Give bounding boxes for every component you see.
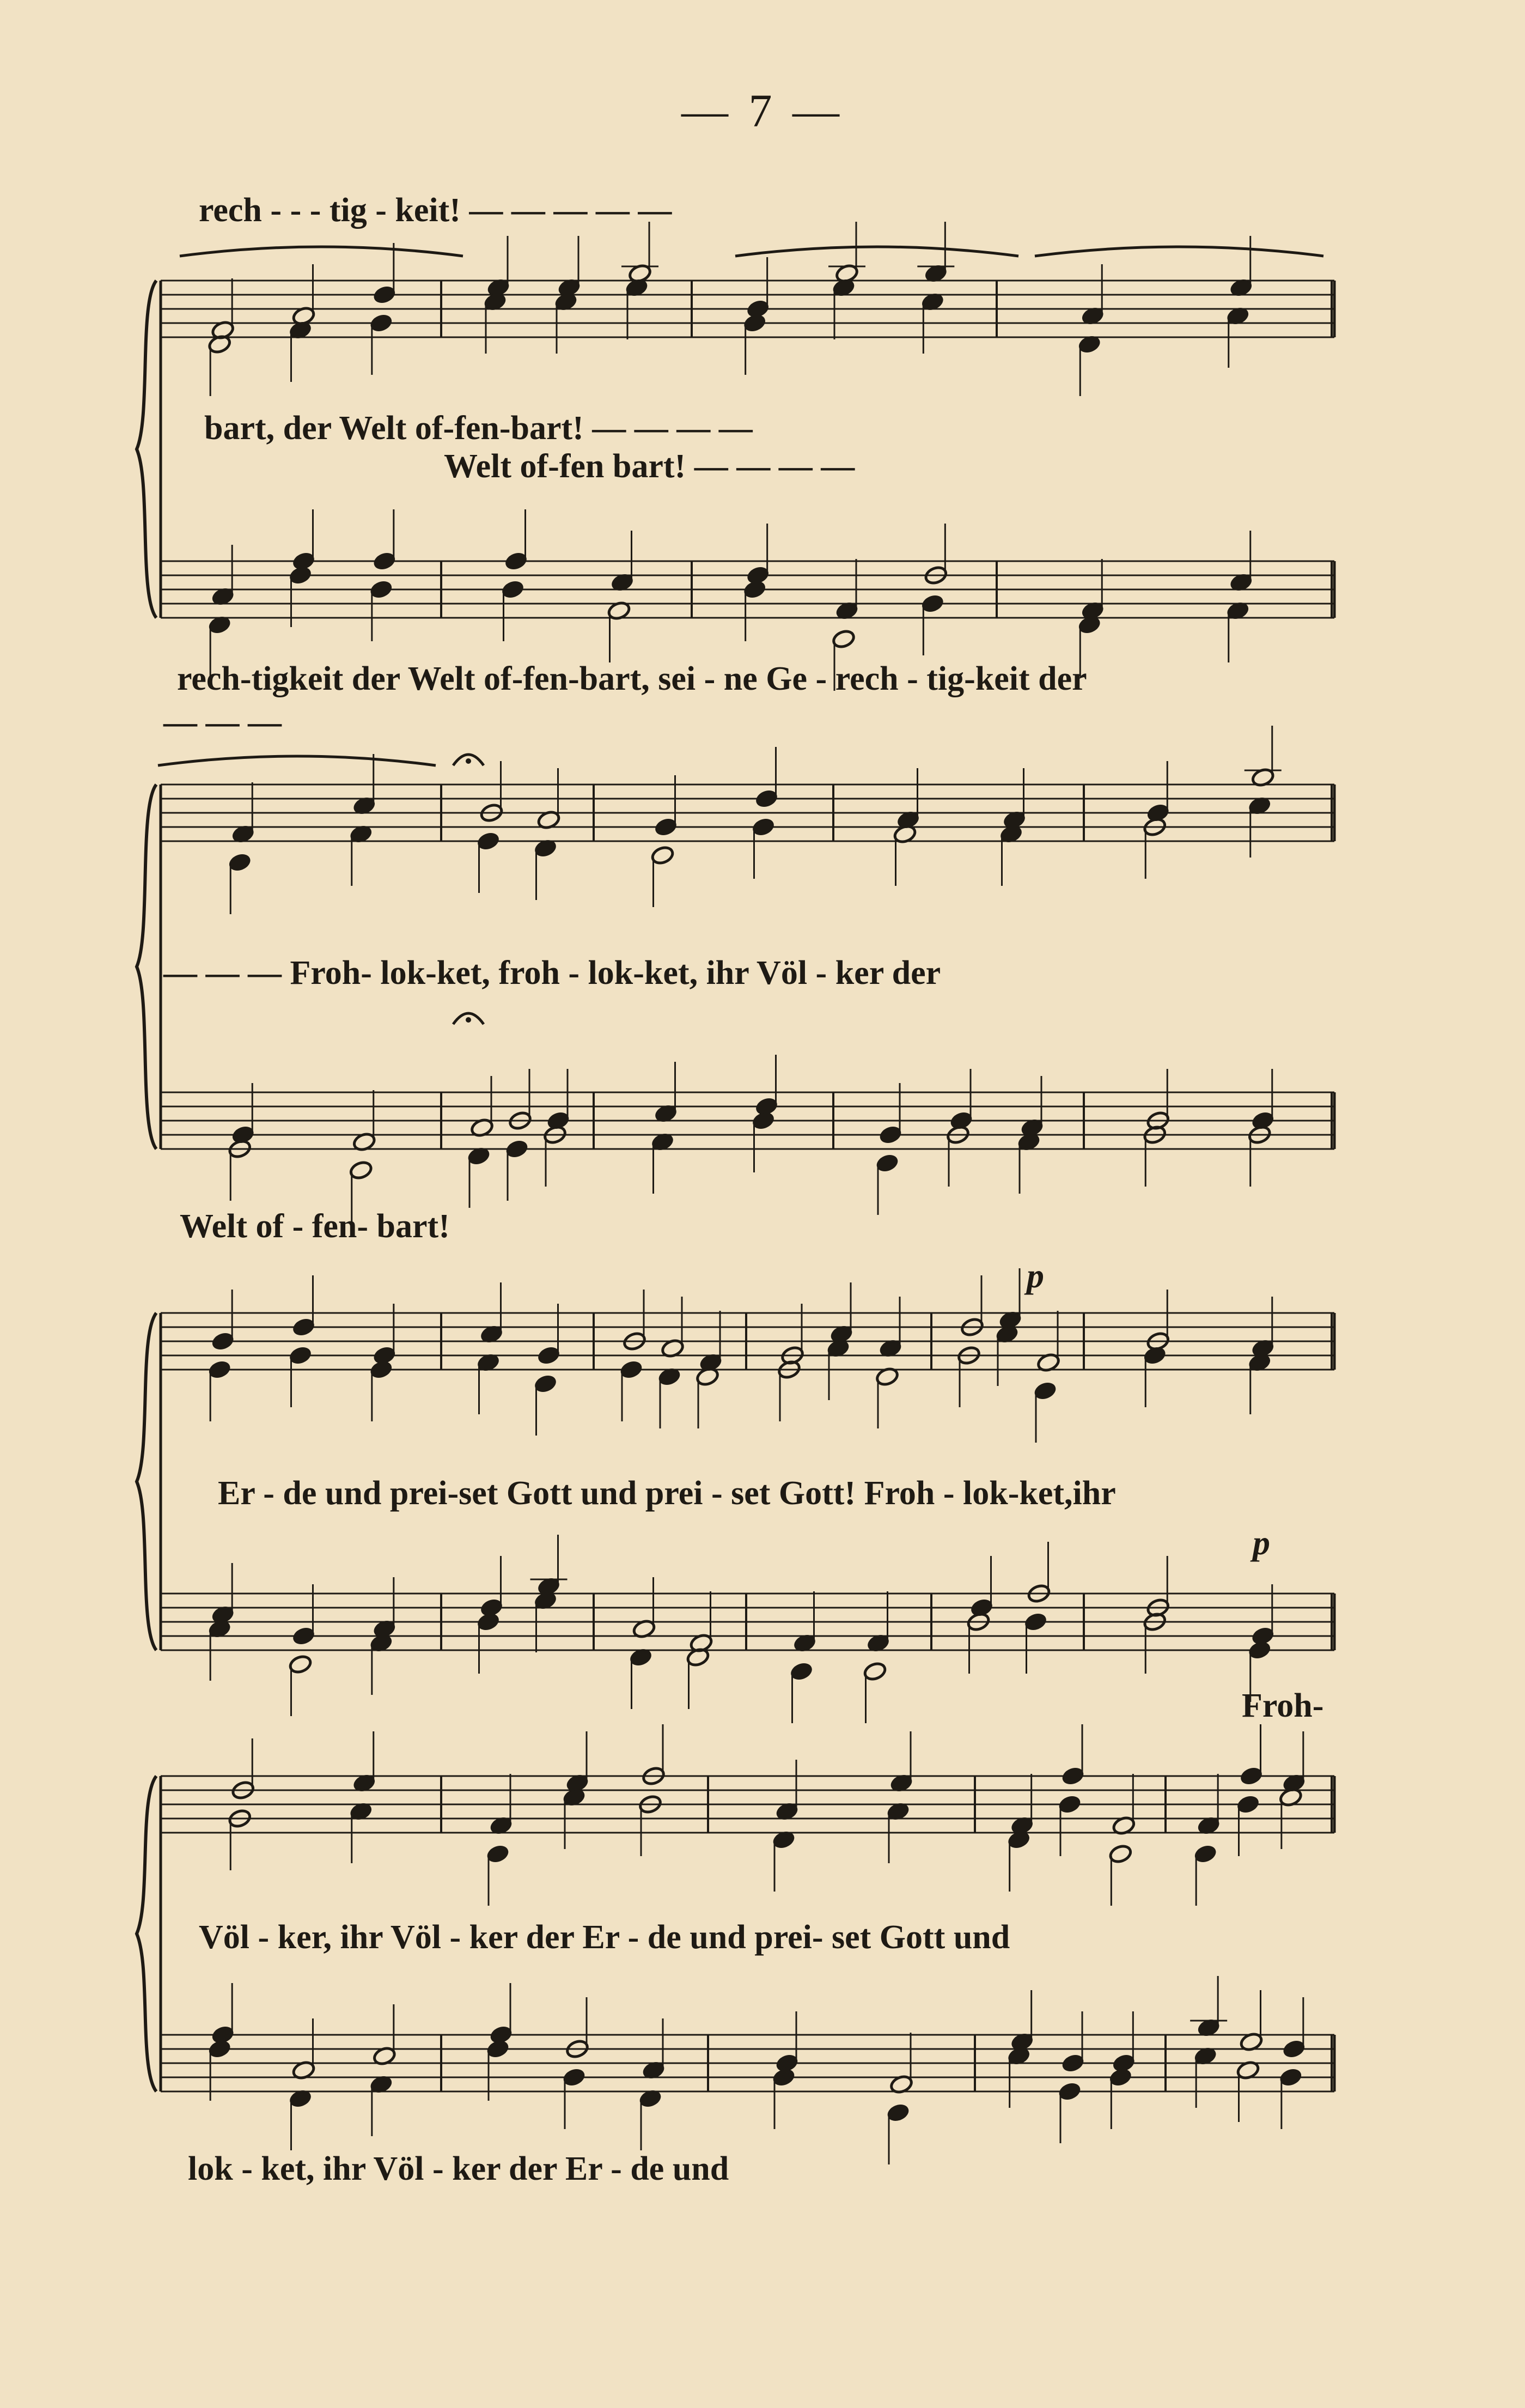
system-1-lyrics-mid-1: bart, der Welt of-fen-bart! — — — —	[204, 410, 753, 447]
system-2-lyrics-above: — — —	[163, 704, 282, 741]
system-1-lyrics-mid-2: Welt of-fen bart! — — — —	[444, 448, 855, 485]
system-4-lyrics-mid-1: Völ - ker, ihr Völ - ker der Er - de und prei- set Gott und	[199, 1919, 1010, 1956]
system-1-brace	[137, 281, 156, 618]
system-2-lyrics-below: Welt of - fen- bart!	[180, 1208, 450, 1245]
fermata-dot	[466, 758, 471, 764]
system-4-lyrics-below: lok - ket, ihr Völ - ker der Er - de und	[188, 2150, 729, 2187]
system-3-dynamic-upper: p	[1027, 1256, 1044, 1295]
system-3-lyrics-below: Froh-	[1242, 1687, 1324, 1724]
page-number: — 7 —	[681, 84, 844, 137]
system-1-lyrics-above: rech - - - tig - keit! — — — — —	[199, 192, 672, 229]
system-1-slur	[180, 247, 463, 256]
system-3-dynamic-lower: p	[1253, 1523, 1270, 1562]
system-2-lyrics-mid-1: — — — Froh- lok-ket, froh - lok-ket, ihr Völ - ker der	[163, 954, 941, 992]
system-4-brace	[137, 1776, 156, 2091]
system-1-slur	[735, 247, 1018, 256]
fermata-dot	[466, 1017, 471, 1023]
system-3-lyrics-mid-1: Er - de und prei-set Gott und prei - set Gott! Froh - lok-ket,ihr	[218, 1475, 1116, 1512]
system-1-slur	[1035, 247, 1323, 256]
system-2-brace	[137, 785, 156, 1149]
system-2-slur	[158, 756, 436, 765]
system-3-brace	[137, 1313, 156, 1650]
system-1-lyrics-below: rech-tigkeit der Welt of-fen-bart, sei - ne Ge - rech - tig-keit der	[177, 660, 1087, 697]
